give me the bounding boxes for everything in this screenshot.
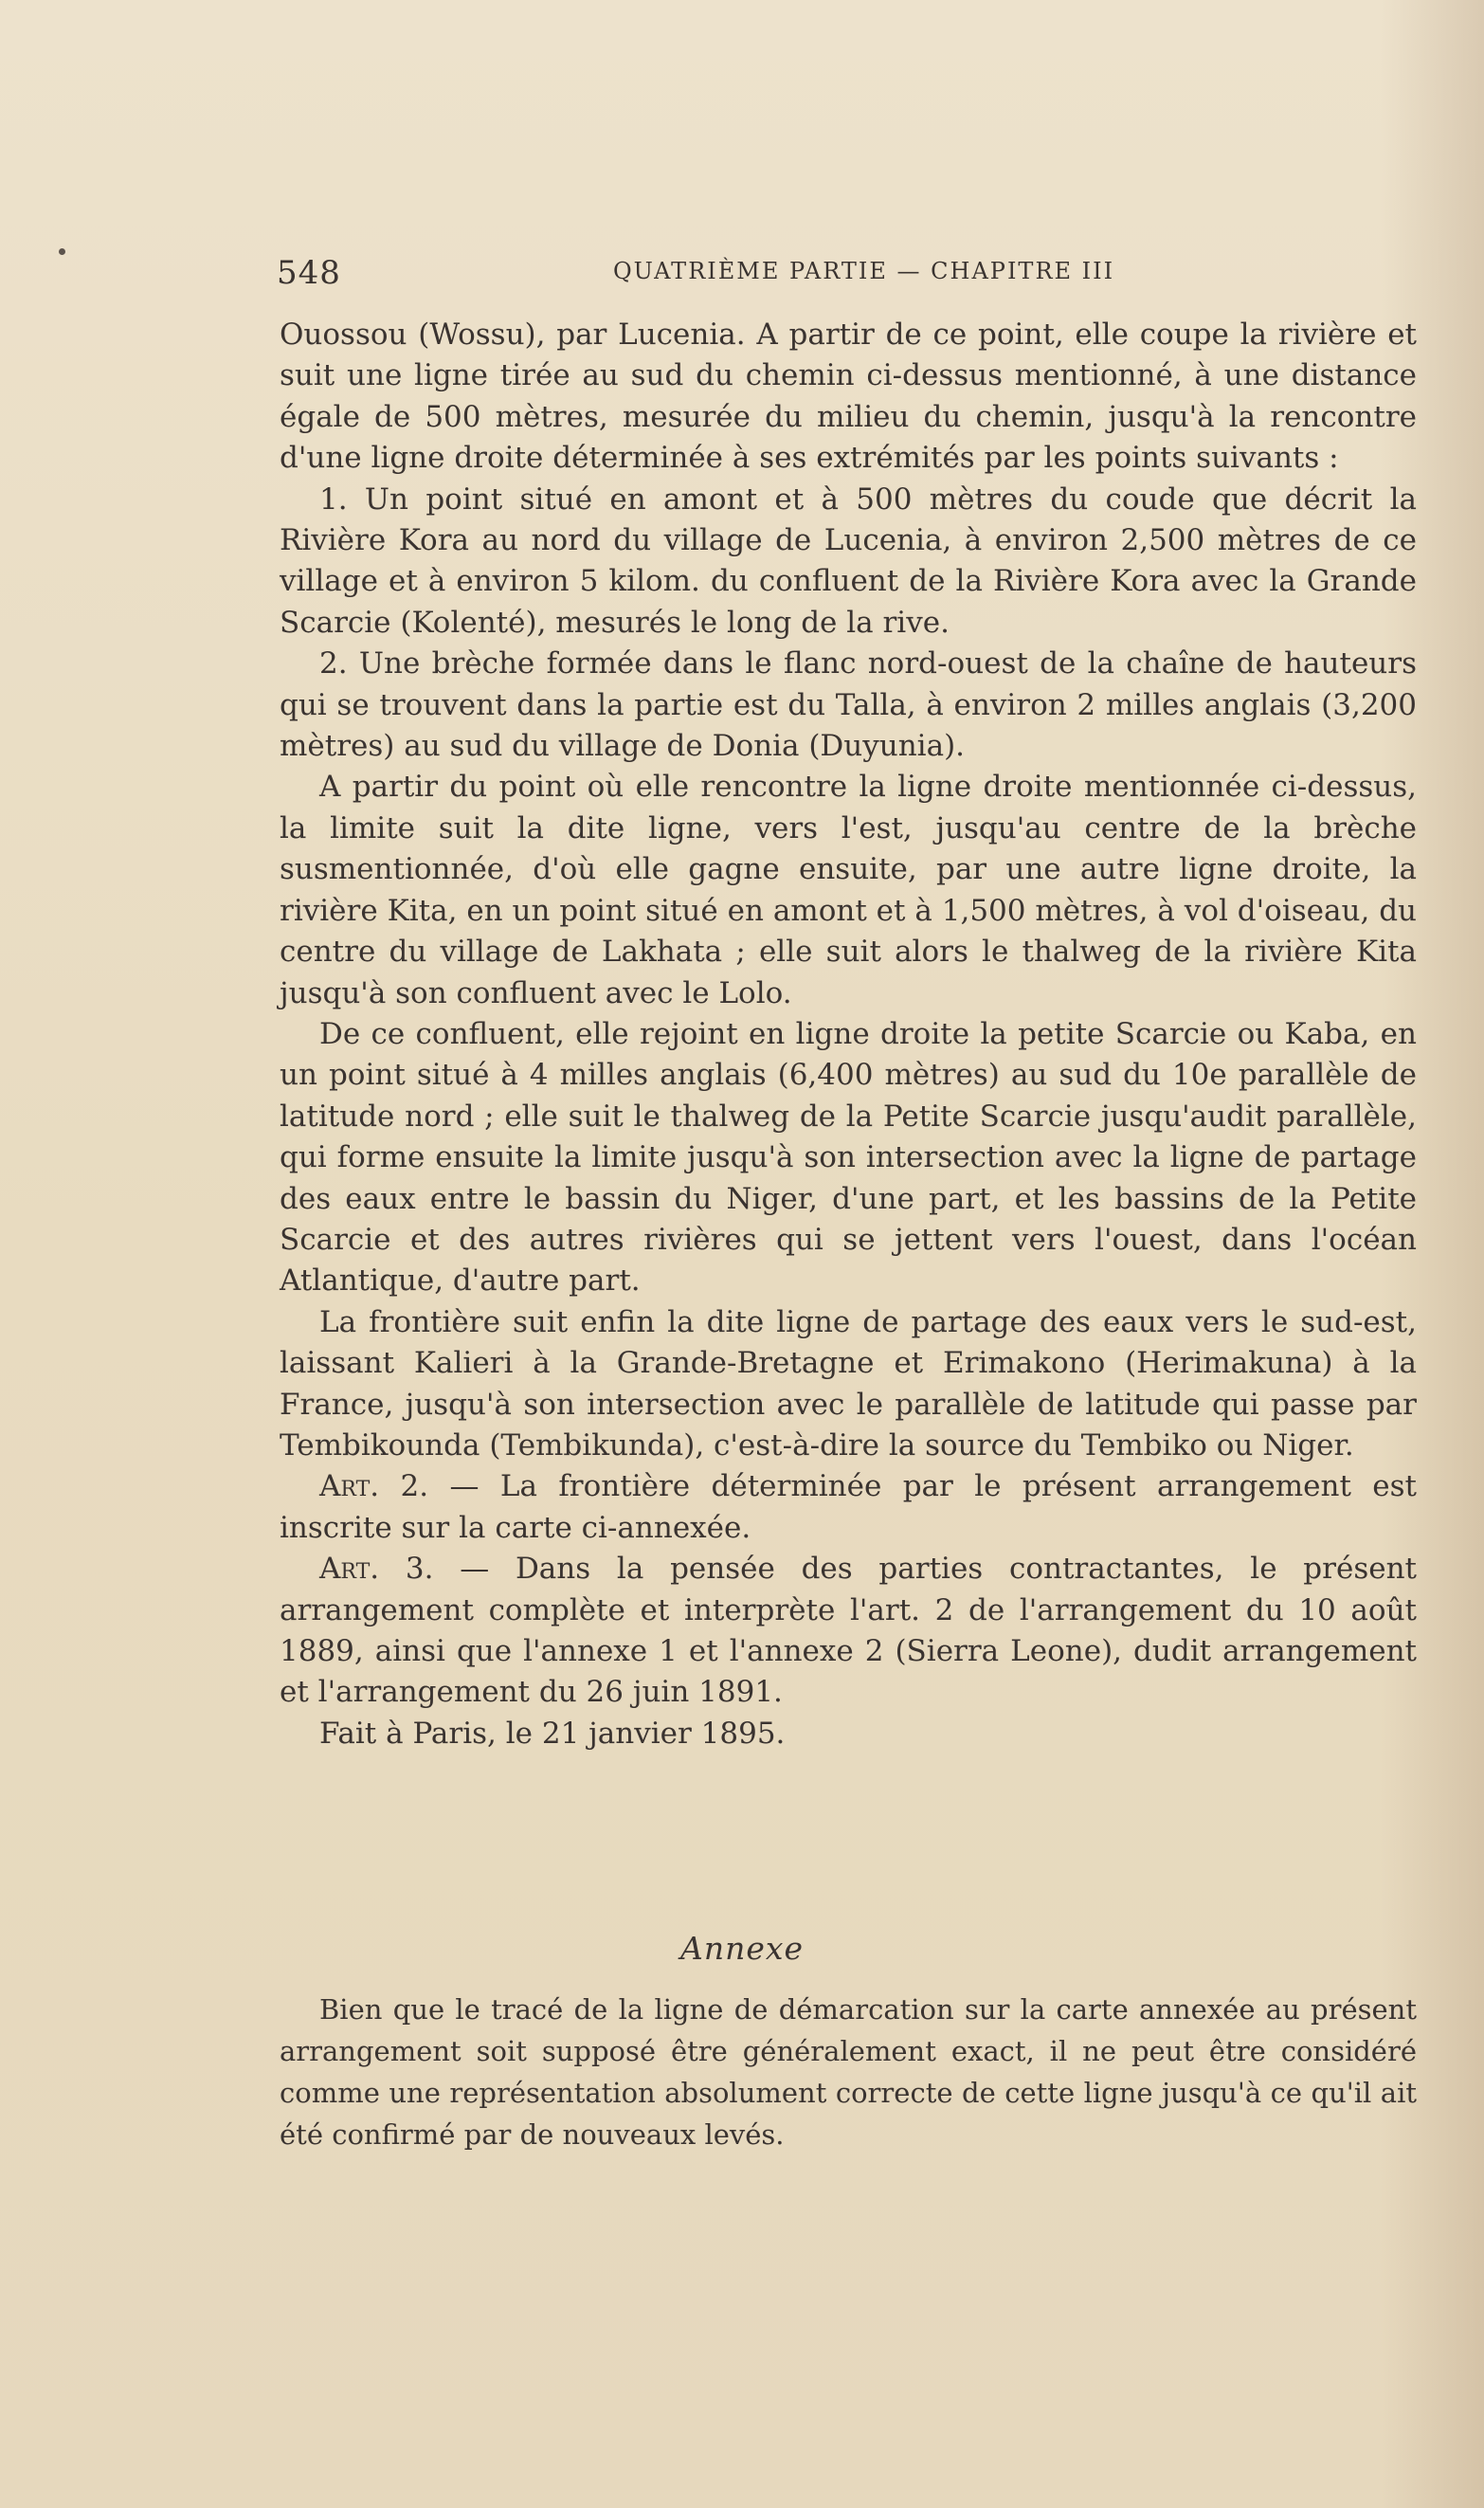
page-number: 548 [277,254,341,292]
annex-paragraph: Bien que le tracé de la ligne de démarcation sur la carte annexée au présent arrangement soit supposé être généralement exact, il ne peut être considéré comme une représentation absolument correcte de cette ligne jusqu'à ce qu'il ait été confirmé par de nouveaux levés. [280,1993,1417,2151]
body-text [280,315,1417,1754]
signature-line: Fait à Paris, le 21 janvier 1895. [319,1716,786,1751]
ink-dot [59,248,65,255]
paragraph-5: De ce confluent, elle rejoint en ligne droite la petite Scarcie ou Kaba, en un point situé à 4 milles anglais (6,400 mètres) au sud du 10e parallèle de latitude nord ; elle suit le thalweg de la Petite Scarcie jusqu'audit parallèle, qui forme ensuite la limite jusqu'à son intersection avec la ligne de partage des eaux entre le bassin du Niger, d'une part, et les bassins de la Petite Scarcie et des autres rivières qui se jettent vers l'ouest, dans l'océan Atlantique, d'autre part. [280,1016,1417,1299]
article-2-text: — La frontière déterminée par le présent arrangement est inscrite sur la carte ci-annexée. [280,1469,1418,1545]
article-2 [280,1466,1417,1549]
annex-heading: Annexe [679,1930,804,1967]
article-3 [280,1549,1417,1714]
article-3-text: — Dans la pensée des parties contractantes, le présent arrangement complète et interprète l'art. 2 de l'arrangement du 10 août 1889, ainsi que l'annexe 1 et l'annexe 2 (Sierra Leone), dudit arrangement et l'arrangement du 26 juin 1891. [280,1552,1417,1710]
paragraph-6: La frontière suit enfin la dite ligne de partage des eaux vers le sud-est, laissant Kalieri à la Grande-Bretagne et Erimakono (Herimakuna) à la France, jusqu'à son intersection avec le parallèle de latitude qui passe par Tembikounda (Tembikunda), c'est-à-dire la source du Tembiko ou Niger. [280,1304,1417,1463]
paragraph-point-1: 1. Un point situé en amont et à 500 mètres du coude que décrit la Rivière Kora au nord du village de Lucenia, à environ 2,500 mètres de ce village et à environ 5 kilom. du confluent de la Rivière Kora avec la Grande Scarcie (Kolenté), mesurés le long de la rive. [280,482,1417,640]
paragraph-1: Ouossou (Wossu), par Lucenia. A partir de ce point, elle coupe la rivière et suit une ligne tirée au sud du chemin ci-dessus mentionné, à une distance égale de 500 mètres, mesurée du milieu du chemin, jusqu'à la rencontre d'une ligne droite déterminée à ses extrémités par les points suivants : [280,318,1417,476]
paragraph-4: A partir du point où elle rencontre la ligne droite mentionnée ci-dessus, la limite suit la dite ligne, vers l'est, jusqu'au centre de la brèche susmentionnée, d'où elle gagne ensuite, par une autre ligne droite, la rivière Kita, en un point situé en amont et à 1,500 mètres, à vol d'oiseau, du centre du village de Lakhata ; elle suit alors le thalweg de la rivière Kita jusqu'à son confluent avec le Lolo. [280,770,1417,1010]
article-3-label: Art. 3. [319,1552,434,1587]
paragraph-point-2: 2. Une brèche formée dans le flanc nord-ouest de la chaîne de hauteurs qui se trouvent dans la partie est du Talla, à environ 2 milles anglais (3,200 mètres) au sud du village de Donia (Duyunia). [280,646,1417,764]
article-2-label: Art. 2. [319,1469,429,1504]
annex-body [280,1989,1417,2155]
page-header [277,254,1224,292]
running-title: QUATRIÈME PARTIE — CHAPITRE III [613,258,1115,284]
